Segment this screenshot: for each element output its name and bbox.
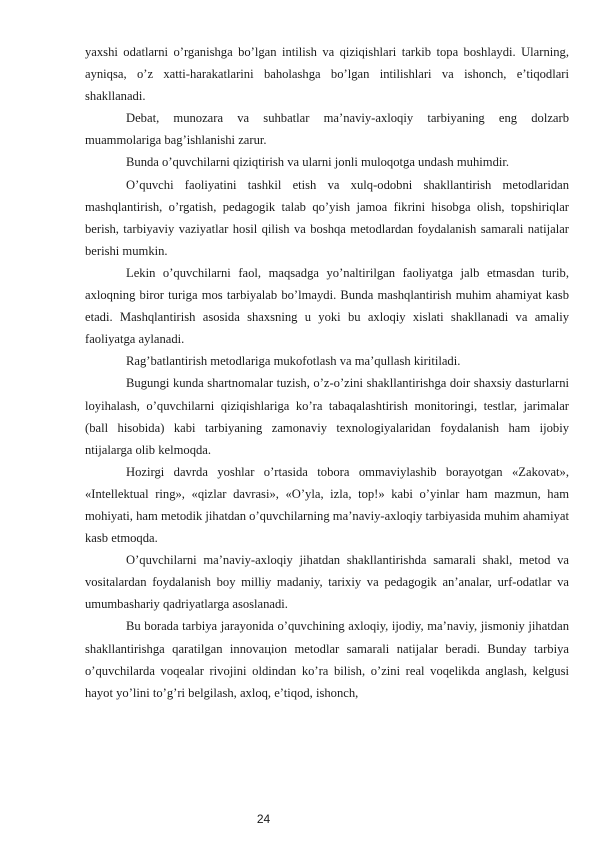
paragraph: Bu borada tarbiya jarayonida o’quvchining axloqiy, ijodiy, ma’naviy, jismoniy jihatdan shakllantirishga qaratilgan innovaцion metodlar samarali natijalar beradi. Bunday tarbiya o’quvchilarda voqealar rivojini oldindan ko’ra bilish, o’zini real voqelikda anglash, kelgusi hayot yo’lini to’g’ri belgilash, axloq, e’tiqod, ishonch, (85, 619, 569, 700)
paragraph: Rag’batlantirish metodlariga mukofotlash va ma’qullash kiritiladi. (126, 354, 461, 369)
paragraph: Hozirgi davrda yoshlar o’rtasida tobora ommaviylashib borayotgan «Zakovat», «Intellektual ring», «qizlar davrasi», «O’yla, izla, top!» kabi o’yinlar ham mazmun, ham mohiyati, ham metodik jihatdan o’quvchilarning ma’naviy-axloqiy tarbiyasida muhim ahamiyat kasb etmoqda. (85, 464, 569, 546)
paragraph: yaxshi odatlarni o’rganishga bo’lgan intilish va qiziqishlari tarkib topa boshlaydi. Ularning, ayniqsa, o’z xatti-harakatlarini baholashga bo’lgan intilishlari va ishonch, e’tiqodlari shakllanadi. (85, 45, 569, 104)
document-body (85, 41, 569, 704)
paragraph: Debat, munozara va suhbatlar ma’naviy-axloqiy tarbiyaning eng dolzarb muammolariga bag’ishlanishi zarur. (85, 111, 569, 148)
page-number: 24 (256, 812, 271, 826)
paragraph: O’quvchilarni ma’naviy-axloqiy jihatdan shakllantirishda samarali shakl, metod va vositalardan foydalanish boy milliy madaniy, tarixiy va pedagogik an’analar, urf-odatlar va umumbashariy qadriyatlarga asoslanadi. (85, 553, 569, 612)
paragraph: Lekin o’quvchilarni faol, maqsadga yo’naltirilgan faoliyatga jalb etmasdan turib, axloqning biror turiga mos tarbiyalab bo’lmaydi. Bunda mashqlantirish muhim ahamiyat kasb etadi. Mashqlantirish asosida shaxsning u yoki bu axloqiy xislati shakllanadi va amaliy faoliyatga aylanadi. (85, 265, 569, 347)
paragraph: O’quvchi faoliyatini tashkil etish va xulq-odobni shakllantirish metodlaridan mashqlantirish, o’rgatish, pedagogik talab qo’yish jamoa fikrini hisobga olish, topshiriqlar berish, tarbiyaviy vaziyatlar hosil qilish va boshqa metodlardan foydalanish samarali natijalar berishi mumkin. (85, 177, 569, 258)
paragraph: Bunda o’quvchilarni qiziqtirish va ularni jonli muloqotga undash muhimdir. (126, 155, 510, 170)
paragraph: Bugungi kunda shartnomalar tuzish, o’z-o’zini shakllantirishga doir shaxsiy dasturlarni loyihalash, o’quvchilarni qiziqishlariga ko’ra tabaqalashtirish monitoringi, testlar, jarimalar (ball hisobida) kabi tarbiyaning zamonaviy texnologiyalaridan foydalanish ham ijobiy ntijalarga olib kelmoqda. (85, 376, 569, 457)
